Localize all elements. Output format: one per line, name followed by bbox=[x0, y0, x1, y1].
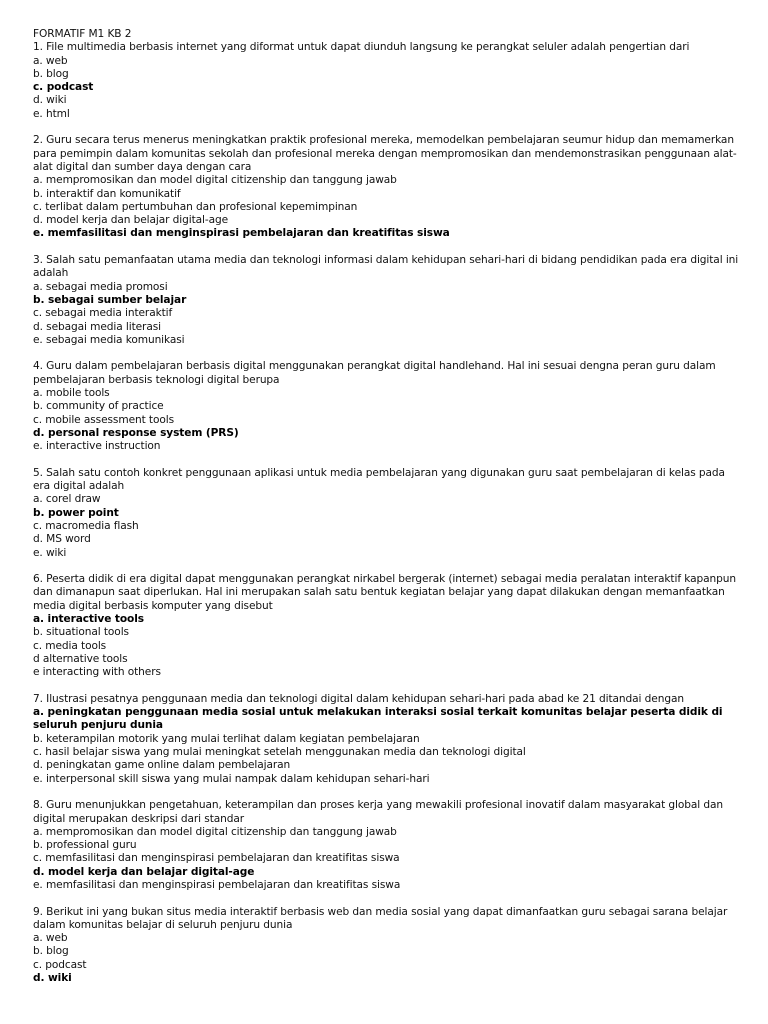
answer-option: b. community of practice bbox=[33, 400, 164, 413]
answer-option: c. macromedia flash bbox=[33, 519, 139, 532]
document-page bbox=[33, 28, 743, 999]
question-stem: 9. Berikut ini yang bukan situs media interaktif berbasis web dan media sosial yang dapat dimanfaatkan guru sebagai sarana belajar dalam komunitas belajar di seluruh penjuru dunia bbox=[33, 905, 728, 931]
question-8 bbox=[33, 799, 743, 892]
question-list bbox=[33, 41, 743, 985]
answer-option: e. memfasilitasi dan menginspirasi pembelajaran dan kreatifitas siswa bbox=[33, 879, 401, 891]
question-5 bbox=[33, 467, 743, 560]
answer-option: b. blog bbox=[33, 67, 69, 80]
answer-option: c. hasil belajar siswa yang mulai meningkat setelah menggunakan media dan teknologi digital bbox=[33, 746, 526, 759]
answer-option-correct: d. model kerja dan belajar digital-age bbox=[33, 865, 255, 878]
question-9 bbox=[33, 906, 743, 986]
answer-option: c. podcast bbox=[33, 958, 87, 971]
answer-option: d. sebagai media literasi bbox=[33, 320, 161, 333]
answer-option: d. peningkatan game online dalam pembelajaran bbox=[33, 759, 291, 772]
answer-option: c. memfasilitasi dan menginspirasi pembelajaran dan kreatifitas siswa bbox=[33, 852, 400, 865]
answer-option-correct: a. peningkatan penggunaan media sosial untuk melakukan interaksi sosial terkait komunitas belajar peserta didik di seluruh penjuru dunia bbox=[33, 706, 723, 732]
question-stem: 7. Ilustrasi pesatnya penggunaan media dan teknologi digital dalam kehidupan sehari-hari pada abad ke 21 ditandai dengan bbox=[33, 692, 684, 705]
answer-option: a. corel draw bbox=[33, 493, 101, 506]
answer-option: c. mobile assessment tools bbox=[33, 413, 174, 426]
question-7 bbox=[33, 693, 743, 786]
question-6 bbox=[33, 573, 743, 679]
question-1 bbox=[33, 41, 743, 121]
question-4 bbox=[33, 360, 743, 453]
question-stem: 2. Guru secara terus menerus meningkatkan praktik profesional mereka, memodelkan pembelajaran seumur hidup dan memamerkan para pemimpin dalam komunitas sekolah dan profesional mereka dengan mempromosikan dan mendemonstrasikan penggunaan alat-alat digital dan sumber daya dengan cara bbox=[33, 134, 737, 173]
answer-option: a. sebagai media promosi bbox=[33, 280, 168, 293]
question-3 bbox=[33, 254, 743, 347]
answer-option-correct: b. power point bbox=[33, 506, 119, 519]
answer-option: e interacting with others bbox=[33, 666, 161, 679]
question-stem: 3. Salah satu pemanfaatan utama media dan teknologi informasi dalam kehidupan sehari-hari di bidang pendidikan pada era digital ini adalah bbox=[33, 254, 739, 280]
answer-option: a. mobile tools bbox=[33, 387, 110, 400]
answer-option-correct: b. sebagai sumber belajar bbox=[33, 293, 187, 306]
document-title: FORMATIF M1 KB 2 bbox=[33, 28, 132, 40]
answer-option: e. html bbox=[33, 107, 70, 120]
answer-option: e. wiki bbox=[33, 546, 67, 559]
answer-option: e. sebagai media komunikasi bbox=[33, 333, 185, 346]
question-stem: 8. Guru menunjukkan pengetahuan, keterampilan dan proses kerja yang mewakili profesional inovatif dalam masyarakat global dan digital merupakan deskripsi dari standar bbox=[33, 799, 723, 825]
answer-option: c. sebagai media interaktif bbox=[33, 307, 173, 320]
answer-option: e. interactive instruction bbox=[33, 440, 161, 453]
answer-option: b. keterampilan motorik yang mulai terlihat dalam kegiatan pembelajaran bbox=[33, 732, 420, 745]
answer-option: d. MS word bbox=[33, 533, 91, 546]
answer-option: b. professional guru bbox=[33, 839, 137, 852]
answer-option: b. interaktif dan komunikatif bbox=[33, 187, 181, 200]
answer-option-correct: c. podcast bbox=[33, 81, 94, 94]
answer-option: d. model kerja dan belajar digital-age bbox=[33, 214, 229, 227]
question-stem: 5. Salah satu contoh konkret penggunaan aplikasi untuk media pembelajaran yang digunakan guru saat pembelajaran di kelas pada era digital adalah bbox=[33, 466, 725, 493]
answer-option: a. web bbox=[33, 932, 68, 945]
answer-option-correct: d. personal response system (PRS) bbox=[33, 426, 239, 439]
question-stem: 1. File multimedia berbasis internet yang diformat untuk dapat diunduh langsung ke perangkat seluler adalah pengertian dari bbox=[33, 41, 690, 54]
question-stem: 4. Guru dalam pembelajaran berbasis digital menggunakan perangkat digital handlehand. Hal ini sesuai dengna peran guru dalam pembelajaran berbasis teknologi digital berupa bbox=[33, 360, 716, 386]
answer-option: a. web bbox=[33, 54, 68, 67]
answer-option: c. terlibat dalam pertumbuhan dan profesional kepemimpinan bbox=[33, 200, 358, 213]
question-2 bbox=[33, 134, 743, 240]
answer-option: a. mempromosikan dan model digital citizenship dan tanggung jawab bbox=[33, 174, 397, 187]
answer-option-correct: e. memfasilitasi dan menginspirasi pembelajaran dan kreatifitas siswa bbox=[33, 227, 450, 240]
answer-option: b. blog bbox=[33, 945, 69, 958]
answer-option-correct: d. wiki bbox=[33, 972, 72, 985]
answer-option-correct: a. interactive tools bbox=[33, 613, 144, 626]
answer-option: c. media tools bbox=[33, 639, 107, 652]
answer-option: a. mempromosikan dan model digital citizenship dan tanggung jawab bbox=[33, 825, 397, 838]
question-stem: 6. Peserta didik di era digital dapat menggunakan perangkat nirkabel bergerak (internet) sebagai media peralatan interaktif kapanpun dan dimanapun saat diperlukan. Hal ini merupakan salah satu bentuk kegiatan belajar yang dapat dilakukan dengan memanfaatkan media digital berbasis komputer yang disebut bbox=[33, 573, 736, 612]
answer-option: e. interpersonal skill siswa yang mulai nampak dalam kehidupan sehari-hari bbox=[33, 772, 430, 785]
answer-option: b. situational tools bbox=[33, 626, 129, 639]
answer-option: d alternative tools bbox=[33, 652, 128, 665]
answer-option: d. wiki bbox=[33, 94, 67, 107]
